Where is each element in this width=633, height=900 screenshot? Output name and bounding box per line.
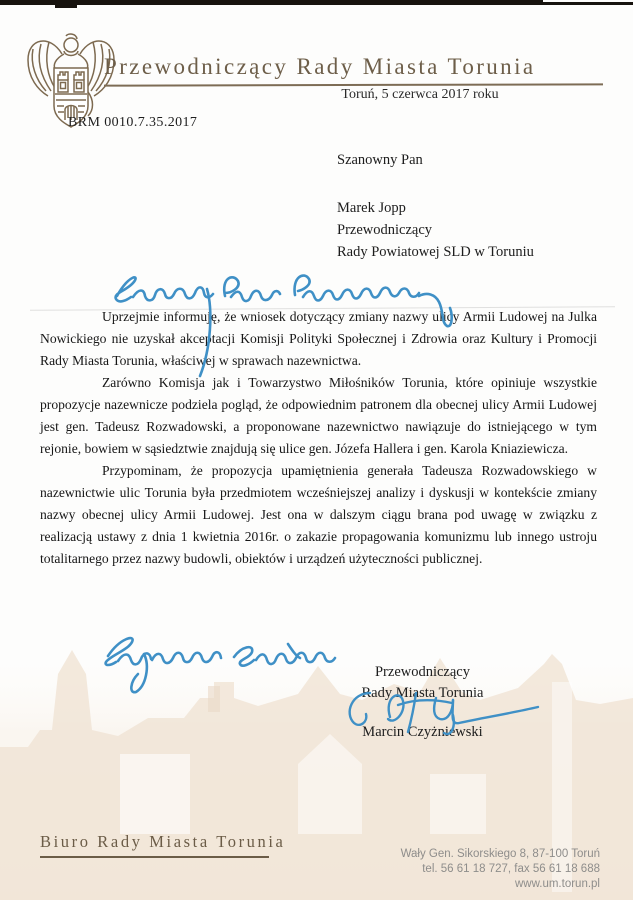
letter-date: Toruń, 5 czerwca 2017 roku (341, 87, 499, 102)
footer-phone-fax: tel. 56 61 18 727, fax 56 61 18 688 (422, 863, 600, 875)
reference-number: BRM 0010.7.35.2017 (68, 115, 198, 130)
recipient-organization: Rady Powiatowej SLD w Toruniu (337, 244, 534, 260)
recipient-title: Przewodniczący (337, 222, 433, 238)
letter-body (40, 306, 597, 570)
recipient-salutation: Szanowny Pan (337, 152, 423, 168)
signature-title-block (330, 662, 515, 704)
signature-title-line2: Rady Miasta Torunia (361, 685, 484, 701)
body-paragraph-3: Przypominam, że propozycja upamiętnienia generała Tadeusza Rozwadowskiego w nazewnictwie ulic Torunia była przedmiotem wcześniejszej analizy i dyskusji w kontekście zmiany nazwy obecnej ulicy Armii Ludowej. Jest ona w dalszym ciągu brana pod uwagę w związku z realizacją ustawy z dnia 1 kwietnia 2016r. o zakazie propagowania komunizmu lub innego ustroju totalitarnego przez nazwy budowli, obiektów i urządzeń użyteczności publicznej. (40, 463, 597, 566)
signature-title-line1: Przewodniczący (374, 664, 470, 680)
signature-name: Marcin Czyżniewski (362, 724, 483, 740)
letterhead-title: Przewodniczący Rady Miasta Torunia (104, 54, 536, 79)
body-paragraph-2: Zarówno Komisja jak i Towarzystwo Miłośników Torunia, które opiniuje wszystkie propozycje nazewnicze podziela pogląd, że odpowiednim patronem dla obecnej ulicy Armii Ludowej jest gen. Tadeusz Rozwadowski, a proponowane nazewnictwo nawiązuje do istniejącego w tym rejonie, bowiem w sąsiedztwie znajdują się ulice gen. Józefa Hallera i gen. Karola Kniaziewicza. (40, 375, 597, 456)
footer-street-address: Wały Gen. Sikorskiego 8, 87-100 Toruń (400, 848, 600, 860)
recipient-block (337, 152, 534, 263)
footer-website: www.um.torun.pl (514, 878, 600, 890)
footer-address-block (320, 847, 600, 892)
footer-office-name: Biuro Rady Miasta Torunia (40, 832, 286, 851)
footer-office-underline (40, 856, 269, 858)
body-paragraph-1: Uprzejmie informuję, że wniosek dotyczący zmiany nazwy ulicy Armii Ludowej na Julka Nowickiego nie uzyskał akceptacji Komisji Polityki Społecznej i Zdrowia oraz Kultury i Promocji Rady Miasta Torunia, właściwej w sprawach nazewnictwa. (40, 309, 597, 368)
scanner-edge-artifact (0, 0, 633, 5)
recipient-name: Marek Jopp (337, 200, 406, 216)
